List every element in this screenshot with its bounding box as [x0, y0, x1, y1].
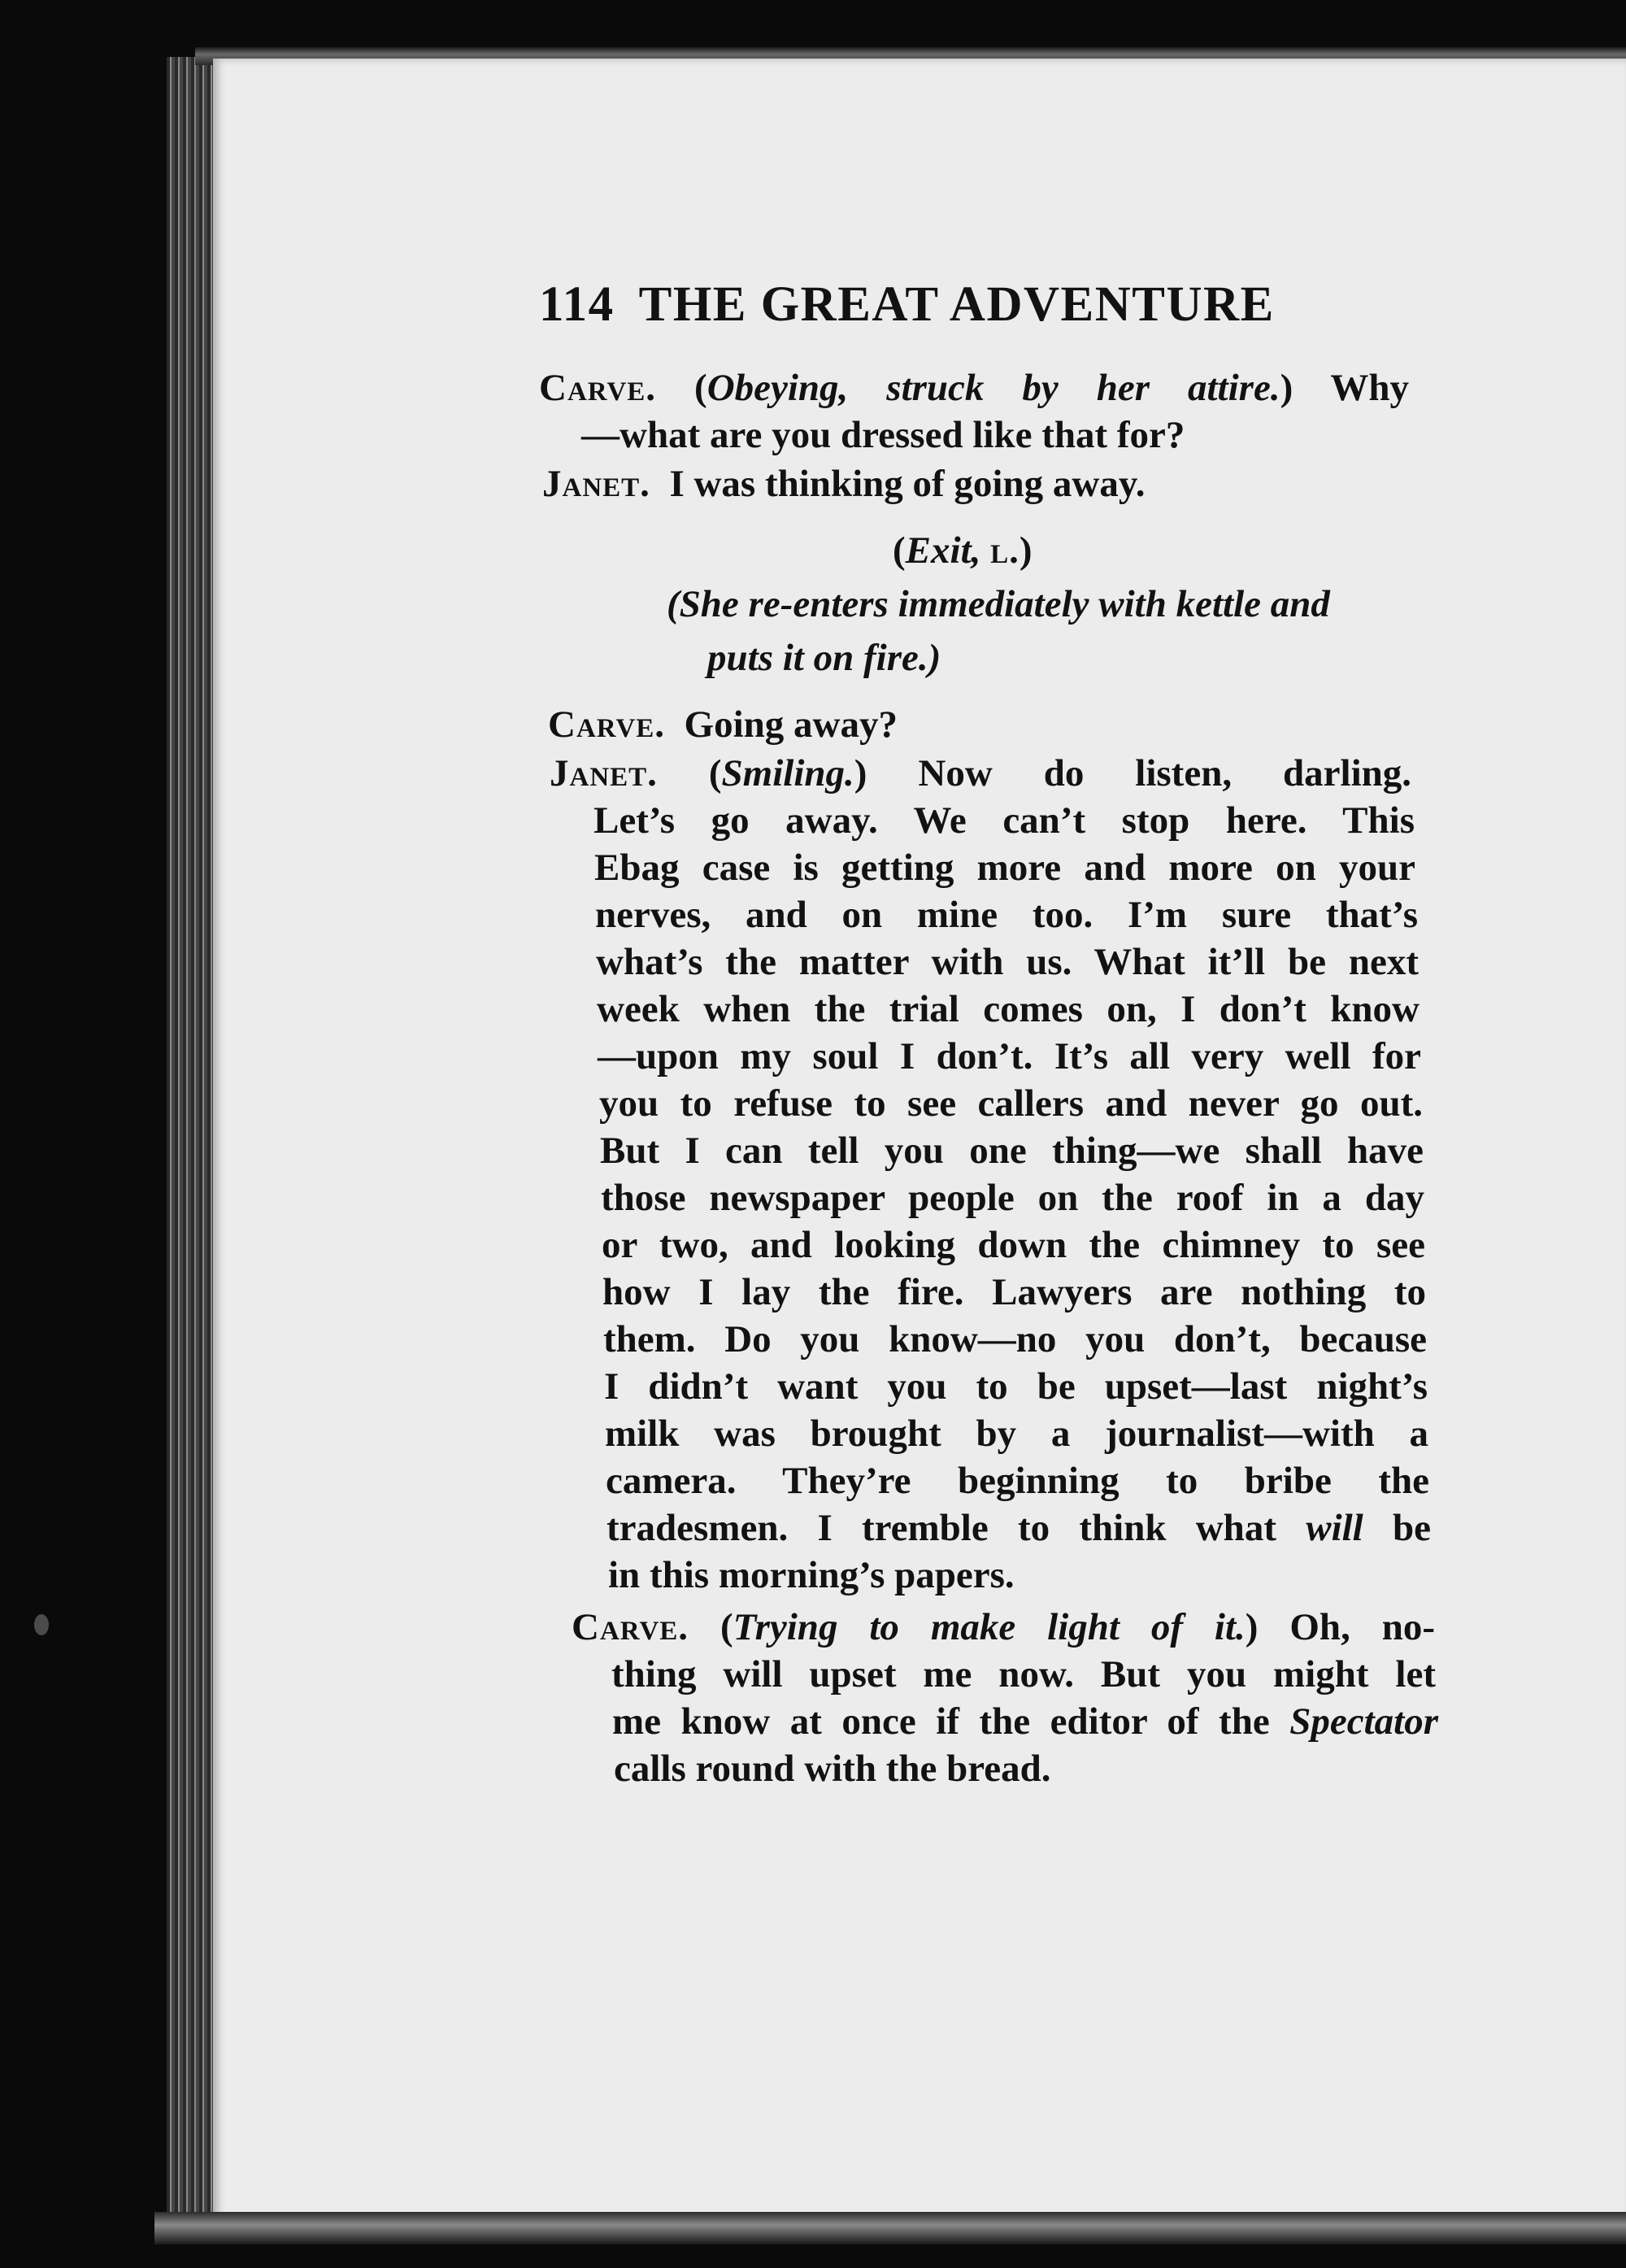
janet-last-line: in this morning’s papers.	[608, 1554, 1015, 1596]
janet-line: how I lay the fire. Lawyers are nothing to	[602, 1271, 1426, 1313]
janet-line: them. Do you know—no you don’t, because	[603, 1318, 1427, 1360]
stage-direction: (Trying to make light of it.)	[720, 1606, 1259, 1648]
janet-line: those newspaper people on the roof in a day	[601, 1177, 1424, 1219]
janet-line-with-emphasis: tradesmen. I tremble to think what will be	[606, 1507, 1431, 1549]
janet-line: you to refuse to see callers and never go out.	[599, 1082, 1423, 1125]
carve-last-line: calls round with the bread.	[614, 1748, 1051, 1790]
magazine-title: Spectator	[1289, 1700, 1438, 1743]
speaker-carve: Carve.	[548, 703, 666, 746]
carve-line: thing will upset me now. But you might let	[611, 1653, 1436, 1696]
emphasis-word: will	[1306, 1507, 1363, 1549]
carve-speech-1-line-2: —what are you dressed like that for?	[581, 414, 1185, 456]
book-binding-edge	[167, 57, 215, 2236]
carve-speech-1-line-1: Carve. (Obeying, struck by her attire.) Why	[539, 367, 1410, 409]
janet-line: Ebag case is getting more and more on your	[594, 847, 1415, 889]
janet-speech-2-line-1: Janet. (Smiling.) Now do listen, darling.	[550, 752, 1412, 794]
running-head	[539, 276, 1372, 333]
janet-line: week when the trial comes on, I don’t know	[597, 988, 1419, 1030]
page-number: 114	[539, 277, 615, 332]
janet-line: what’s the matter with us. What it’ll be next	[596, 941, 1419, 983]
stage-direction-line-2: puts it on fire.)	[707, 637, 941, 679]
janet-line: I didn’t want you to be upset—last night’s	[604, 1365, 1428, 1408]
carve-speech-3-line-1: Carve. (Trying to make light of it.) Oh, no-	[572, 1606, 1436, 1648]
janet-line: nerves, and on mine too. I’m sure that’s	[595, 894, 1418, 936]
janet-line: —upon my soul I don’t. It’s all very well for	[598, 1035, 1421, 1077]
janet-line: camera. They’re beginning to bribe the	[606, 1460, 1429, 1502]
janet-line: Let’s go away. We can’t stop here. This	[593, 799, 1415, 842]
running-title: THE GREAT ADVENTURE	[638, 277, 1275, 332]
carve-speech-2: Carve. Going away?	[548, 703, 898, 746]
janet-line: or two, and looking down the chimney to see	[602, 1224, 1425, 1266]
janet-line: milk was brought by a journalist—with a	[605, 1413, 1428, 1455]
stage-direction-line-1: (She re-enters immediately with kettle and	[667, 583, 1330, 625]
janet-line: But I can tell you one thing—we shall have	[600, 1130, 1424, 1172]
speaker-carve: Carve.	[539, 367, 657, 409]
speaker-janet: Janet.	[542, 463, 650, 505]
stage-direction: (Smiling.)	[708, 752, 867, 794]
speaker-janet: Janet.	[550, 752, 658, 794]
stage-direction: (Obeying, struck by her attire.)	[694, 367, 1293, 409]
exit-direction: (Exit, l.)	[893, 529, 1033, 572]
page-bottom-edge	[154, 2212, 1626, 2244]
carve-line-with-title: me know at once if the editor of the Spectator	[612, 1700, 1438, 1743]
janet-speech-1: Janet. I was thinking of going away.	[542, 463, 1146, 505]
margin-smudge	[34, 1614, 49, 1635]
speaker-carve: Carve.	[572, 1606, 689, 1648]
